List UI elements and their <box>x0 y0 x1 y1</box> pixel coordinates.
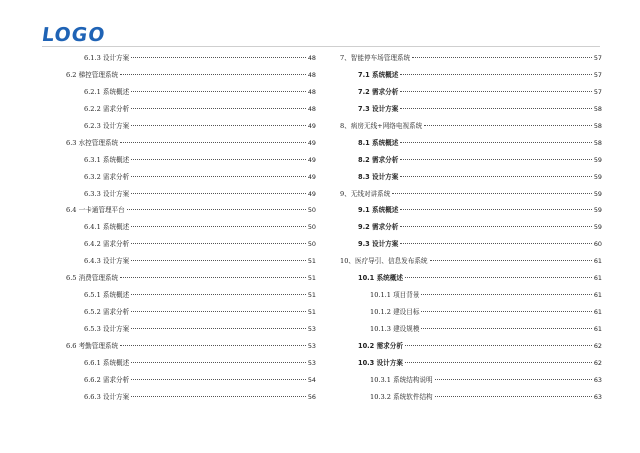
toc-leader-dots <box>131 379 306 380</box>
toc-entry[interactable] <box>66 321 316 338</box>
toc-entry-page: 49 <box>307 172 316 181</box>
toc-entry-page: 54 <box>307 375 316 384</box>
toc-leader-dots <box>131 243 306 244</box>
toc-entry-page: 56 <box>307 392 316 401</box>
toc-entry[interactable] <box>66 202 316 219</box>
toc-entry-label: 10、医疗导引、信息发布系统 <box>340 257 428 266</box>
toc-entry[interactable] <box>66 270 316 287</box>
toc-entry[interactable] <box>340 118 602 135</box>
toc-entry-page: 49 <box>307 138 316 147</box>
toc-entry-label: 6.5.2 需求分析 <box>84 308 130 317</box>
toc-entry-page: 63 <box>593 375 602 384</box>
toc-entry-page: 61 <box>593 308 602 317</box>
toc-entry[interactable] <box>340 270 602 287</box>
toc-entry-label: 6.4.1 系统概述 <box>84 223 130 232</box>
toc-leader-dots <box>421 294 591 295</box>
toc-leader-dots <box>400 159 592 160</box>
toc-entry-page: 58 <box>593 138 602 147</box>
toc-entry-page: 59 <box>593 189 602 198</box>
toc-entry-page: 61 <box>593 257 602 266</box>
toc-entry[interactable] <box>66 67 316 84</box>
toc-entry-label: 6.5.1 系统概述 <box>84 291 130 300</box>
toc-entry[interactable] <box>66 186 316 203</box>
toc-entry-label: 9、无线对讲系统 <box>340 189 391 198</box>
toc-leader-dots <box>120 142 306 143</box>
toc-leader-dots <box>131 328 306 329</box>
toc-entry-label: 8.1 系统概述 <box>358 138 399 147</box>
toc-leader-dots <box>131 57 306 58</box>
toc-entry-page: 53 <box>307 341 316 350</box>
toc-entry-label: 10.1.3 建设规模 <box>370 325 420 333</box>
toc-entry[interactable] <box>66 389 316 406</box>
logo: LOGO <box>40 24 107 46</box>
toc-entry-label: 10.1.2 建设目标 <box>370 308 420 317</box>
toc-entry[interactable] <box>340 84 602 101</box>
toc-entry[interactable] <box>66 355 316 372</box>
toc-entry-label: 10.3.1 系统结构说明 <box>370 375 433 384</box>
toc-leader-dots <box>400 74 592 75</box>
toc-entry-page: 48 <box>307 70 316 79</box>
toc-entry[interactable] <box>340 372 602 389</box>
toc-leader-dots <box>131 311 306 312</box>
header-divider <box>42 46 600 47</box>
toc-entry-label: 8.3 设计方案 <box>358 172 399 181</box>
toc-leader-dots <box>131 108 306 109</box>
toc-entry[interactable] <box>340 50 602 67</box>
toc-entry[interactable] <box>340 202 602 219</box>
toc-entry-label: 6.2.1 系统概述 <box>84 87 130 96</box>
toc-leader-dots <box>400 91 592 92</box>
toc-entry[interactable] <box>66 152 316 169</box>
toc-entry-page: 57 <box>593 54 602 62</box>
toc-entry-label: 6.4.3 设计方案 <box>84 257 130 266</box>
toc-leader-dots <box>400 209 592 210</box>
toc-entry-label: 6.1.3 设计方案 <box>84 54 130 62</box>
toc-leader-dots <box>421 328 591 329</box>
toc-entry[interactable] <box>340 389 602 406</box>
toc-entry-label: 6.3 水控管理系统 <box>66 138 119 147</box>
toc-leader-dots <box>400 142 592 143</box>
toc-leader-dots <box>400 176 592 177</box>
toc-leader-dots <box>131 159 306 160</box>
toc-entry-label: 6.6.1 系统概述 <box>84 358 130 367</box>
toc-leader-dots <box>131 260 306 261</box>
toc-entry-label: 9.2 需求分析 <box>358 223 399 232</box>
toc-entry-page: 57 <box>593 87 602 96</box>
toc-entry-page: 53 <box>307 325 316 333</box>
toc-right-column <box>340 50 602 406</box>
toc-entry-page: 48 <box>307 104 316 113</box>
toc-entry-page: 58 <box>593 104 602 113</box>
toc-leader-dots <box>405 345 592 346</box>
toc-entry-label: 6.4.2 需求分析 <box>84 240 130 249</box>
toc-entry[interactable] <box>340 135 602 152</box>
toc-leader-dots <box>400 226 592 227</box>
toc-entry[interactable] <box>66 84 316 101</box>
toc-entry-label: 10.1.1 项目背景 <box>370 291 420 300</box>
toc-entry-label: 7.2 需求分析 <box>358 87 399 96</box>
toc-entry-page: 50 <box>307 223 316 232</box>
toc-leader-dots <box>127 209 306 210</box>
toc-entry-label: 8、病房无线+网络电视系统 <box>340 121 423 130</box>
toc-entry-page: 58 <box>593 121 602 130</box>
toc-leader-dots <box>131 193 306 194</box>
toc-leader-dots <box>405 277 592 278</box>
toc-entry[interactable] <box>66 169 316 186</box>
toc-leader-dots <box>430 260 592 261</box>
toc-entry[interactable] <box>66 338 316 355</box>
toc-leader-dots <box>400 108 592 109</box>
toc-entry-page: 50 <box>307 240 316 249</box>
toc-entry-label: 10.3.2 系统软件结构 <box>370 392 433 401</box>
toc-entry-page: 57 <box>593 70 602 79</box>
toc-entry-page: 50 <box>307 206 316 215</box>
toc-entry[interactable] <box>66 372 316 389</box>
toc-entry-label: 8.2 需求分析 <box>358 155 399 164</box>
toc-leader-dots <box>120 345 306 346</box>
toc-leader-dots <box>120 277 306 278</box>
toc-entry-label: 9.1 系统概述 <box>358 206 399 215</box>
toc-entry-page: 63 <box>593 392 602 401</box>
toc-entry[interactable] <box>340 355 602 372</box>
toc-entry-label: 6.3.2 需求分析 <box>84 172 130 181</box>
toc-leader-dots <box>392 193 592 194</box>
toc-entry-page: 51 <box>307 257 316 266</box>
toc-entry-label: 6.2 梯控管理系统 <box>66 70 119 79</box>
toc-leader-dots <box>131 125 306 126</box>
toc-leader-dots <box>131 294 306 295</box>
toc-entry[interactable] <box>340 236 602 253</box>
toc-entry-label: 7、智能停车场管理系统 <box>340 54 411 62</box>
toc-entry-page: 61 <box>593 274 602 283</box>
toc-entry-page: 59 <box>593 223 602 232</box>
toc-leader-dots <box>435 379 592 380</box>
toc-leader-dots <box>400 243 592 244</box>
toc-entry[interactable] <box>340 169 602 186</box>
toc-entry-page: 59 <box>593 172 602 181</box>
toc-entry-label: 6.4 一卡通管理平台 <box>66 206 125 215</box>
toc-leader-dots <box>421 311 591 312</box>
toc-entry[interactable] <box>66 304 316 321</box>
toc-entry-page: 51 <box>307 291 316 300</box>
toc-leader-dots <box>131 396 306 397</box>
toc-entry-label: 6.5 消费管理系统 <box>66 274 119 283</box>
toc-entry-label: 7.1 系统概述 <box>358 70 399 79</box>
toc-entry[interactable] <box>340 253 602 270</box>
toc-leader-dots <box>131 226 306 227</box>
toc-entry-page: 49 <box>307 189 316 198</box>
toc-entry-page: 62 <box>593 358 602 367</box>
toc-left-column <box>66 50 316 406</box>
toc-entry-label: 6.2.2 需求分析 <box>84 104 130 113</box>
toc-entry-page: 61 <box>593 325 602 333</box>
toc-entry[interactable] <box>66 50 316 67</box>
toc-entry[interactable] <box>66 135 316 152</box>
toc-entry[interactable] <box>66 118 316 135</box>
toc-entry[interactable] <box>66 101 316 118</box>
toc-entry[interactable] <box>340 186 602 203</box>
toc-entry[interactable] <box>340 321 602 338</box>
toc-entry-label: 9.3 设计方案 <box>358 240 399 249</box>
toc-entry-label: 6.6.2 需求分析 <box>84 375 130 384</box>
toc-entry-page: 53 <box>307 358 316 367</box>
toc-entry-label: 6.5.3 设计方案 <box>84 325 130 333</box>
toc-entry-page: 48 <box>307 54 316 62</box>
toc-leader-dots <box>131 176 306 177</box>
toc-entry[interactable] <box>340 219 602 236</box>
toc-entry[interactable] <box>66 236 316 253</box>
toc-entry[interactable] <box>66 219 316 236</box>
toc-entry-page: 60 <box>593 240 602 249</box>
toc-entry-page: 62 <box>593 341 602 350</box>
toc-entry-page: 51 <box>307 308 316 317</box>
toc-entry[interactable] <box>340 338 602 355</box>
toc-entry[interactable] <box>66 253 316 270</box>
toc-entry[interactable] <box>340 101 602 118</box>
toc-entry-label: 10.3 设计方案 <box>358 358 403 367</box>
toc-leader-dots <box>131 362 306 363</box>
toc-entry-page: 51 <box>307 274 316 283</box>
toc-leader-dots <box>131 91 306 92</box>
toc-entry[interactable] <box>340 287 602 304</box>
toc-entry-page: 48 <box>307 87 316 96</box>
toc-entry[interactable] <box>340 67 602 84</box>
toc-entry-page: 49 <box>307 155 316 164</box>
toc-leader-dots <box>412 57 592 58</box>
toc-entry-label: 6.2.3 设计方案 <box>84 121 130 130</box>
toc-entry[interactable] <box>66 287 316 304</box>
toc-entry[interactable] <box>340 152 602 169</box>
toc-entry-label: 10.1 系统概述 <box>358 274 403 283</box>
toc-leader-dots <box>435 396 592 397</box>
toc-leader-dots <box>120 74 306 75</box>
toc-entry-page: 61 <box>593 291 602 300</box>
toc-entry-label: 10.2 需求分析 <box>358 341 403 350</box>
toc-leader-dots <box>405 362 592 363</box>
toc-entry-label: 6.6.3 设计方案 <box>84 392 130 401</box>
toc-entry-label: 6.3.3 设计方案 <box>84 189 130 198</box>
toc-entry-page: 59 <box>593 155 602 164</box>
toc-entry-label: 6.3.1 系统概述 <box>84 155 130 164</box>
toc-leader-dots <box>424 125 592 126</box>
toc-entry-page: 59 <box>593 206 602 215</box>
toc-entry-page: 49 <box>307 121 316 130</box>
toc-entry-label: 7.3 设计方案 <box>358 104 399 113</box>
toc-entry[interactable] <box>340 304 602 321</box>
toc-entry-label: 6.6 考勤管理系统 <box>66 341 119 350</box>
